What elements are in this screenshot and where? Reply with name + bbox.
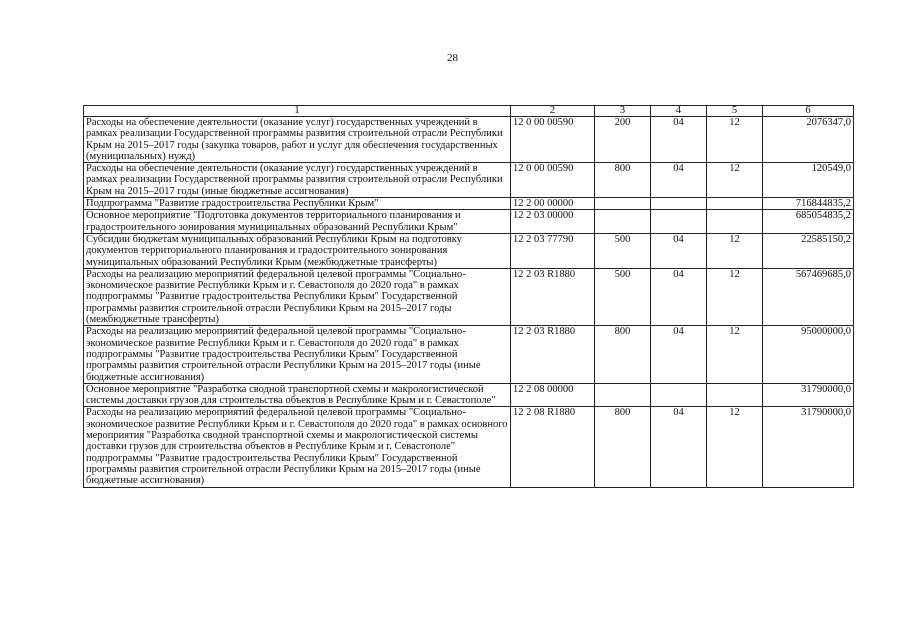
row-section: 04 xyxy=(651,163,707,198)
row-section: 04 xyxy=(651,117,707,163)
row-subsection: 12 xyxy=(707,233,763,268)
header-col-1: 1 xyxy=(84,106,511,117)
table-row xyxy=(84,117,854,163)
table-row xyxy=(84,268,854,325)
table-header-row xyxy=(84,106,854,117)
row-code: 12 0 00 00590 xyxy=(511,117,595,163)
row-expense-type: 800 xyxy=(595,163,651,198)
row-code: 12 2 08 R1880 xyxy=(511,407,595,487)
row-expense-type: 800 xyxy=(595,326,651,383)
row-subsection: 12 xyxy=(707,326,763,383)
table-row xyxy=(84,233,854,268)
row-subsection: 12 xyxy=(707,117,763,163)
row-subsection: 12 xyxy=(707,163,763,198)
row-description: Расходы на обеспечение деятельности (оказание услуг) государственных учреждений в рамках реализации Государственной программы развития строительной отрасли Республики Крым на 2015–2017 годы (иные бюджетные ассигнования) xyxy=(84,163,511,198)
row-expense-type: 200 xyxy=(595,117,651,163)
row-amount: 120549,0 xyxy=(763,163,854,198)
table-row xyxy=(84,163,854,198)
header-col-3: 3 xyxy=(595,106,651,117)
row-description: Субсидии бюджетам муниципальных образований Республики Крым на подготовку документов территориального планирования и градостроительного зонирования муниципальных образований Республики Крым (межбюджетные трансферты) xyxy=(84,233,511,268)
row-amount: 567469685,0 xyxy=(763,268,854,325)
row-code: 12 2 03 00000 xyxy=(511,210,595,234)
page-number: 28 xyxy=(447,52,458,64)
row-subsection xyxy=(707,383,763,407)
header-col-2: 2 xyxy=(511,106,595,117)
row-amount: 31790000,0 xyxy=(763,383,854,407)
table-row xyxy=(84,210,854,234)
header-col-6: 6 xyxy=(763,106,854,117)
row-expense-type: 500 xyxy=(595,268,651,325)
row-amount: 22585150,2 xyxy=(763,233,854,268)
row-expense-type: 800 xyxy=(595,407,651,487)
row-subsection: 12 xyxy=(707,407,763,487)
row-section xyxy=(651,198,707,210)
row-amount: 31790000,0 xyxy=(763,407,854,487)
row-section xyxy=(651,210,707,234)
row-expense-type: 500 xyxy=(595,233,651,268)
row-code: 12 2 00 00000 xyxy=(511,198,595,210)
header-col-5: 5 xyxy=(707,106,763,117)
row-section: 04 xyxy=(651,407,707,487)
budget-table xyxy=(83,105,854,488)
row-code: 12 2 08 00000 xyxy=(511,383,595,407)
header-col-4: 4 xyxy=(651,106,707,117)
row-description: Расходы на реализацию мероприятий федеральной целевой программы "Социально-экономическое развитие Республики Крым и г. Севастополя до 2020 года" в рамках подпрограммы "Развитие градостроительства Республики Крым" Государственной программы развития строительной отрасли Республики Крым на 2015–2017 годы (иные бюджетные ассигнования) xyxy=(84,326,511,383)
row-expense-type xyxy=(595,198,651,210)
row-subsection xyxy=(707,210,763,234)
row-description: Расходы на реализацию мероприятий федеральной целевой программы "Социально-экономическое развитие Республики Крым и г. Севастополя до 2020 года" в рамках основного мероприятия "Разработка сводной транспортной схемы и макрологистической системы доставки грузов для строительства объектов в Республике Крым и г. Севастополе" подпрограммы "Развитие градостроительства Республики Крым" Государственной программы развития строительной отрасли Республики Крым на 2015–2017 годы (иные бюджетные ассигнования) xyxy=(84,407,511,487)
row-amount: 685054835,2 xyxy=(763,210,854,234)
row-description: Расходы на обеспечение деятельности (оказание услуг) государственных учреждений в рамках реализации Государственной программы развития строительной отрасли Республики Крым на 2015–2017 годы (закупка товаров, работ и услуг для обеспечения государственных (муниципальных) нужд) xyxy=(84,117,511,163)
row-description: Расходы на реализацию мероприятий федеральной целевой программы "Социально-экономическое развитие Республики Крым и г. Севастополя до 2020 года" в рамках подпрограммы "Развитие градостроительства Республики Крым" Государственной программы развития строительной отрасли Республики Крым на 2015–2017 годы (межбюджетные трансферты) xyxy=(84,268,511,325)
row-code: 12 0 00 00590 xyxy=(511,163,595,198)
row-section: 04 xyxy=(651,233,707,268)
row-expense-type xyxy=(595,210,651,234)
row-subsection: 12 xyxy=(707,268,763,325)
row-section: 04 xyxy=(651,326,707,383)
row-amount: 716844835,2 xyxy=(763,198,854,210)
table-row xyxy=(84,407,854,487)
row-section xyxy=(651,383,707,407)
row-amount: 95000000,0 xyxy=(763,326,854,383)
row-description: Подпрограмма "Развитие градостроительства Республики Крым" xyxy=(84,198,511,210)
table-row xyxy=(84,326,854,383)
table-row xyxy=(84,383,854,407)
row-code: 12 2 03 77790 xyxy=(511,233,595,268)
row-amount: 2076347,0 xyxy=(763,117,854,163)
row-section: 04 xyxy=(651,268,707,325)
row-expense-type xyxy=(595,383,651,407)
row-description: Основное мероприятие "Разработка сводной транспортной схемы и макрологистической системы доставки грузов для строительства объектов в Республике Крым и г. Севастополе" xyxy=(84,383,511,407)
row-subsection xyxy=(707,198,763,210)
row-code: 12 2 03 R1880 xyxy=(511,268,595,325)
table-row xyxy=(84,198,854,210)
row-description: Основное мероприятие "Подготовка документов территориального планирования и градостроительного зонирования муниципальных образований Республики Крым" xyxy=(84,210,511,234)
row-code: 12 2 03 R1880 xyxy=(511,326,595,383)
